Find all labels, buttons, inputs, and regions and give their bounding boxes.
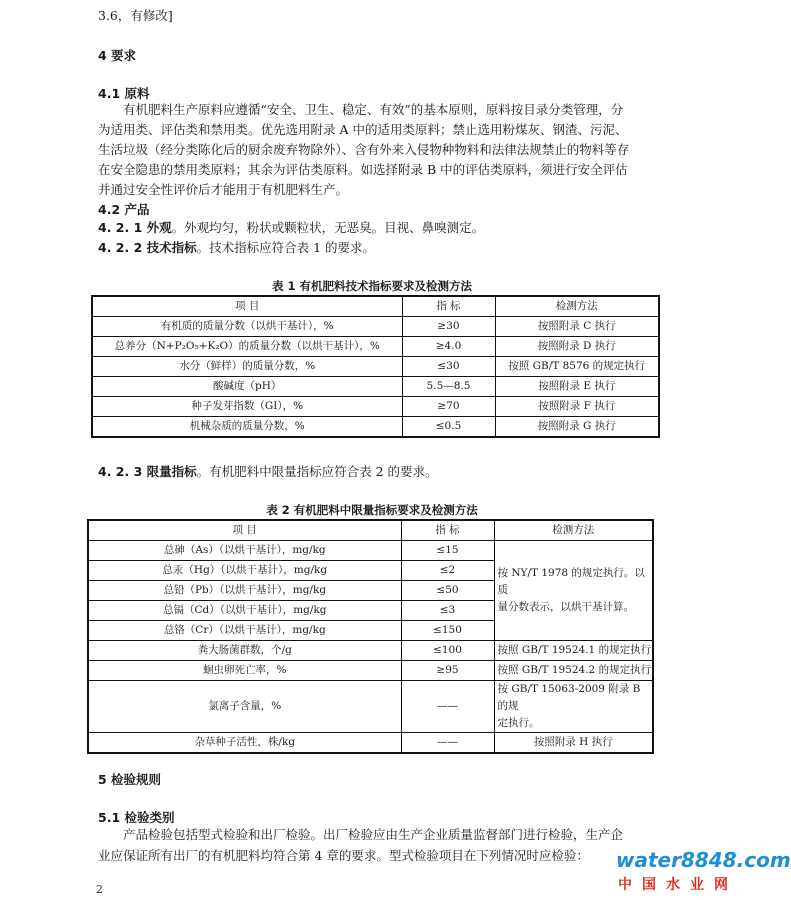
method-cell: 按照附录 F 执行	[495, 397, 659, 417]
value-cell: ≤2	[401, 561, 494, 581]
header-cell: 检测方法	[494, 520, 653, 541]
table-row	[88, 641, 653, 661]
value-cell: ≤15	[401, 541, 494, 561]
value-cell: ≥4.0	[402, 337, 495, 357]
section-4-2-3	[98, 462, 438, 482]
paragraph-line: 业应保证所有出厂的有机肥料均符合第 4 章的要求。型式检验项目在下列情况时应检验：	[98, 848, 589, 863]
watermark-logo	[610, 848, 791, 898]
method-line: 定执行。	[497, 717, 540, 729]
section-4-2-2	[98, 238, 375, 258]
item-cell: 机械杂质的质量分数，%	[92, 417, 402, 438]
method-cell: 按照附录 C 执行	[495, 317, 659, 337]
item-cell: 水分（鲜样）的质量分数，%	[92, 357, 402, 377]
method-line: 按 NY/T 1978 的规定执行。以质	[497, 567, 645, 596]
value-cell: ≤100	[401, 641, 494, 661]
table-header-row	[88, 520, 653, 541]
item-cell: 蛔虫卵死亡率，%	[88, 661, 401, 681]
watermark-bottom: 中国水业网	[618, 877, 738, 893]
value-cell: ≤0.5	[402, 417, 495, 438]
section-4-2-3-text: 。有机肥料中限量指标应符合表 2 的要求。	[196, 464, 438, 479]
item-cell: 种子发芽指数（GI），%	[92, 397, 402, 417]
value-cell: ≤50	[401, 581, 494, 601]
item-cell: 有机质的质量分数（以烘干基计），%	[92, 317, 402, 337]
method-line: 按 GB/T 15063-2009 附录 B 的规	[497, 683, 641, 712]
value-cell: 5.5—8.5	[402, 377, 495, 397]
paragraph-line: 在安全隐患的禁用类原料；其余为评估类原料。如选择附录 B 中的评估类原料，须进行安全评估	[98, 162, 628, 177]
table-row	[92, 337, 659, 357]
item-cell: 总镉（Cd）（以烘干基计），mg/kg	[88, 601, 401, 621]
item-cell: 总铅（Pb）（以烘干基计），mg/kg	[88, 581, 401, 601]
section-4-2-1-text: 。外观均匀，粉状或颗粒状，无恶臭。目视、鼻嗅测定。	[171, 220, 485, 235]
header-cell: 项 目	[88, 520, 401, 541]
table-row	[88, 733, 653, 754]
section-4-2-2-label: 4. 2. 2 技术指标	[98, 240, 197, 255]
table-row	[88, 681, 653, 733]
value-cell: ≤3	[401, 601, 494, 621]
method-line: 量分数表示，以烘干基计算。	[497, 601, 634, 613]
section-4-2-3-label: 4. 2. 3 限量指标	[98, 464, 197, 479]
table-1	[91, 295, 660, 438]
value-cell: ≥30	[402, 317, 495, 337]
value-cell: ≥95	[401, 661, 494, 681]
value-cell: ——	[401, 681, 494, 733]
table-2-caption: 表 2 有机肥料中限量指标要求及检测方法	[266, 503, 478, 517]
section-4-2-1-label: 4. 2. 1 外观	[98, 220, 172, 235]
method-cell: 按照 GB/T 8576 的规定执行	[495, 357, 659, 377]
method-cell: 按照附录 H 执行	[494, 733, 653, 754]
table-row	[88, 661, 653, 681]
item-cell: 总汞（Hg）（以烘干基计），mg/kg	[88, 561, 401, 581]
paragraph-line: 为适用类、评估类和禁用类。优先选用附录 A 中的适用类原料；禁止选用粉煤灰、钢渣、污泥、	[98, 122, 628, 137]
page-number: 2	[96, 883, 103, 896]
table-1-caption: 表 1 有机肥料技术指标要求及检测方法	[271, 279, 472, 293]
method-cell: 按照 GB/T 19524.1 的规定执行	[494, 641, 653, 661]
method-cell: 按照附录 G 执行	[495, 417, 659, 438]
item-cell: 粪大肠菌群数，个/g	[88, 641, 401, 661]
value-cell: ≤150	[401, 621, 494, 641]
table-row	[92, 377, 659, 397]
item-cell: 氯离子含量，%	[88, 681, 401, 733]
item-cell: 总养分（N+P₂O₅+K₂O）的质量分数（以烘干基计），%	[92, 337, 402, 357]
value-cell: ≤30	[402, 357, 495, 377]
watermark-top: water8848.com	[616, 848, 791, 872]
section-4-2-2-text: 。技术指标应符合表 1 的要求。	[196, 240, 376, 255]
value-cell: ≥70	[402, 397, 495, 417]
section-5-1-heading: 5.1 检验类别	[98, 810, 175, 825]
table-row	[92, 317, 659, 337]
paragraph-line: 有机肥料生产原料应遵循“安全、卫生、稳定、有效”的基本原则，原料按目录分类管理，分	[123, 102, 624, 117]
section-5-heading: 5 检验规则	[98, 772, 162, 787]
table-row	[92, 397, 659, 417]
metal-method-cell	[494, 541, 653, 641]
method-cell	[494, 681, 653, 733]
paragraph-line: 并通过安全性评价后才能用于有机肥料生产。	[98, 182, 349, 197]
section-4-2-heading: 4.2 产品	[98, 202, 150, 217]
method-cell: 按照附录 D 执行	[495, 337, 659, 357]
value-cell: ——	[401, 733, 494, 754]
method-cell: 按照 GB/T 19524.2 的规定执行	[494, 661, 653, 681]
header-cell: 项 目	[92, 296, 402, 317]
paragraph-line: 生活垃圾（经分类陈化后的厨余废弃物除外）、含有外来入侵物种物料和法律法规禁止的物料等存	[98, 142, 630, 157]
table-row	[92, 357, 659, 377]
method-cell: 按照附录 E 执行	[495, 377, 659, 397]
item-cell: 总砷（As）（以烘干基计），mg/kg	[88, 541, 401, 561]
paragraph-line: 产品检验包括型式检验和出厂检验。出厂检验应由生产企业质量监督部门进行检验，生产企	[123, 827, 624, 842]
section-4-1-heading: 4.1 原料	[98, 86, 150, 101]
header-cell: 检测方法	[495, 296, 659, 317]
table-2	[87, 519, 654, 754]
section-4-heading: 4 要求	[98, 48, 137, 63]
top-line: 3.6，有修改]	[98, 8, 173, 23]
section-4-2-1	[98, 218, 484, 238]
table-row	[88, 541, 653, 561]
header-cell: 指 标	[402, 296, 495, 317]
item-cell: 酸碱度（pH）	[92, 377, 402, 397]
item-cell: 杂草种子活性，株/kg	[88, 733, 401, 754]
item-cell: 总铬（Cr）（以烘干基计），mg/kg	[88, 621, 401, 641]
table-row	[92, 417, 659, 438]
header-cell: 指 标	[401, 520, 494, 541]
table-header-row	[92, 296, 659, 317]
